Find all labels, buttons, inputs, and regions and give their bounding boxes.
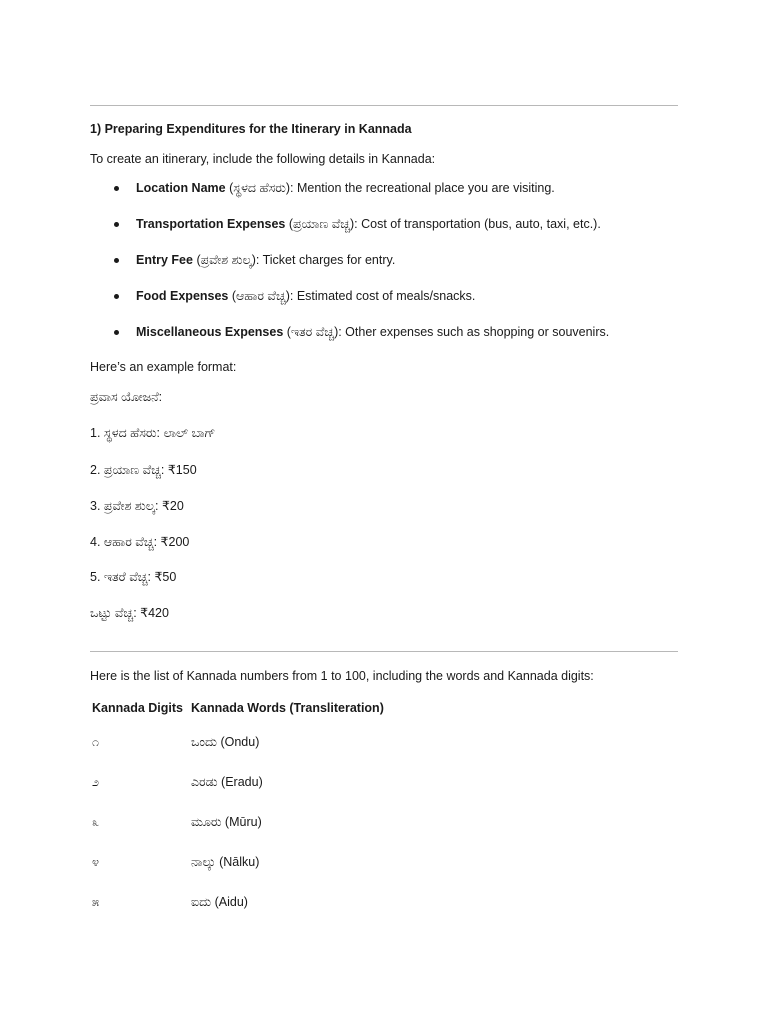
details-list <box>90 181 609 361</box>
table-cell-word: ನಾಲ್ಕು (Nālku) <box>191 855 260 869</box>
list-item <box>90 181 609 217</box>
list-item <box>90 289 609 325</box>
bullet-icon <box>114 222 119 227</box>
table-row <box>92 895 384 935</box>
list-item-description: (ಪ್ರವೇಶ ಶುಲ್ಕ): Ticket charges for entry. <box>192 253 396 267</box>
plan-item: 3. ಪ್ರವೇಶ ಶುಲ್ಕ: ₹20 <box>90 499 184 513</box>
table-cell-digit: ೨ <box>92 775 100 789</box>
list-item-description: (ಆಹಾರ ವೆಚ್ಚ): Estimated cost of meals/snacks. <box>228 289 476 303</box>
section-heading: 1) Preparing Expenditures for the Itinerary in Kannada <box>90 122 412 136</box>
section-intro: To create an itinerary, include the following details in Kannada: <box>90 152 436 166</box>
list-item <box>90 325 609 361</box>
table-cell-word: ಮೂರು (Mūru) <box>191 815 262 829</box>
table-cell-word: ಒಂದು (Ondu) <box>191 735 260 749</box>
plan-item: 5. ಇತರೆ ವೆಚ್ಚ: ₹50 <box>90 570 177 584</box>
column-header-digits: Kannada Digits <box>92 701 183 715</box>
table-cell-word: ಐದು (Aidu) <box>191 895 248 909</box>
column-header-words: Kannada Words (Transliteration) <box>191 701 384 715</box>
table-cell-digit: ೩ <box>92 815 100 829</box>
list-item <box>90 217 609 253</box>
list-item-term: Miscellaneous Expenses <box>136 325 284 339</box>
plan-item: 1. ಸ್ಥಳದ ಹೆಸರು: ಲಾಲ್ ಬಾಗ್ <box>90 426 216 440</box>
table-row <box>92 735 384 775</box>
numbers-intro: Here is the list of Kannada numbers from 1 to 100, including the words and Kannada digits: <box>90 669 594 683</box>
bullet-icon <box>114 294 119 299</box>
bullet-icon <box>114 258 119 263</box>
list-item-term: Location Name <box>136 181 226 195</box>
bullet-icon <box>114 330 119 335</box>
plan-title: ಪ್ರವಾಸ ಯೋಜನೆ: <box>90 390 163 404</box>
example-intro: Here’s an example format: <box>90 360 237 374</box>
horizontal-rule-middle <box>90 651 678 652</box>
table-cell-word: ಎರಡು (Eradu) <box>191 775 263 789</box>
bullet-icon <box>114 186 119 191</box>
list-item-description: (ಸ್ಥಳದ ಹೆಸರು): Mention the recreational place you are visiting. <box>225 181 555 195</box>
list-item-description: (ಇತರ ವೆಚ್ಚ): Other expenses such as shopping or souvenirs. <box>283 325 610 339</box>
horizontal-rule-top <box>90 105 678 106</box>
plan-item: 4. ಆಹಾರ ವೆಚ್ಚ: ₹200 <box>90 535 190 549</box>
list-item-term: Transportation Expenses <box>136 217 286 231</box>
table-cell-digit: ೪ <box>92 855 100 869</box>
table-cell-digit: ೫ <box>92 895 100 909</box>
list-item <box>90 253 609 289</box>
table-row <box>92 855 384 895</box>
list-item-term: Food Expenses <box>136 289 229 303</box>
table-row <box>92 775 384 815</box>
table-cell-digit: ೧ <box>92 735 100 749</box>
plan-item: 2. ಪ್ರಯಾಣ ವೆಚ್ಚ: ₹150 <box>90 463 197 477</box>
table-header-row <box>92 701 384 735</box>
list-item-term: Entry Fee <box>136 253 193 267</box>
table-row <box>92 815 384 855</box>
kannada-numbers-table <box>92 701 384 935</box>
plan-total: ಒಟ್ಟು ವೆಚ್ಚ: ₹420 <box>90 606 169 620</box>
list-item-description: (ಪ್ರಯಾಣ ವೆಚ್ಚ): Cost of transportation (bus, auto, taxi, etc.). <box>285 217 601 231</box>
